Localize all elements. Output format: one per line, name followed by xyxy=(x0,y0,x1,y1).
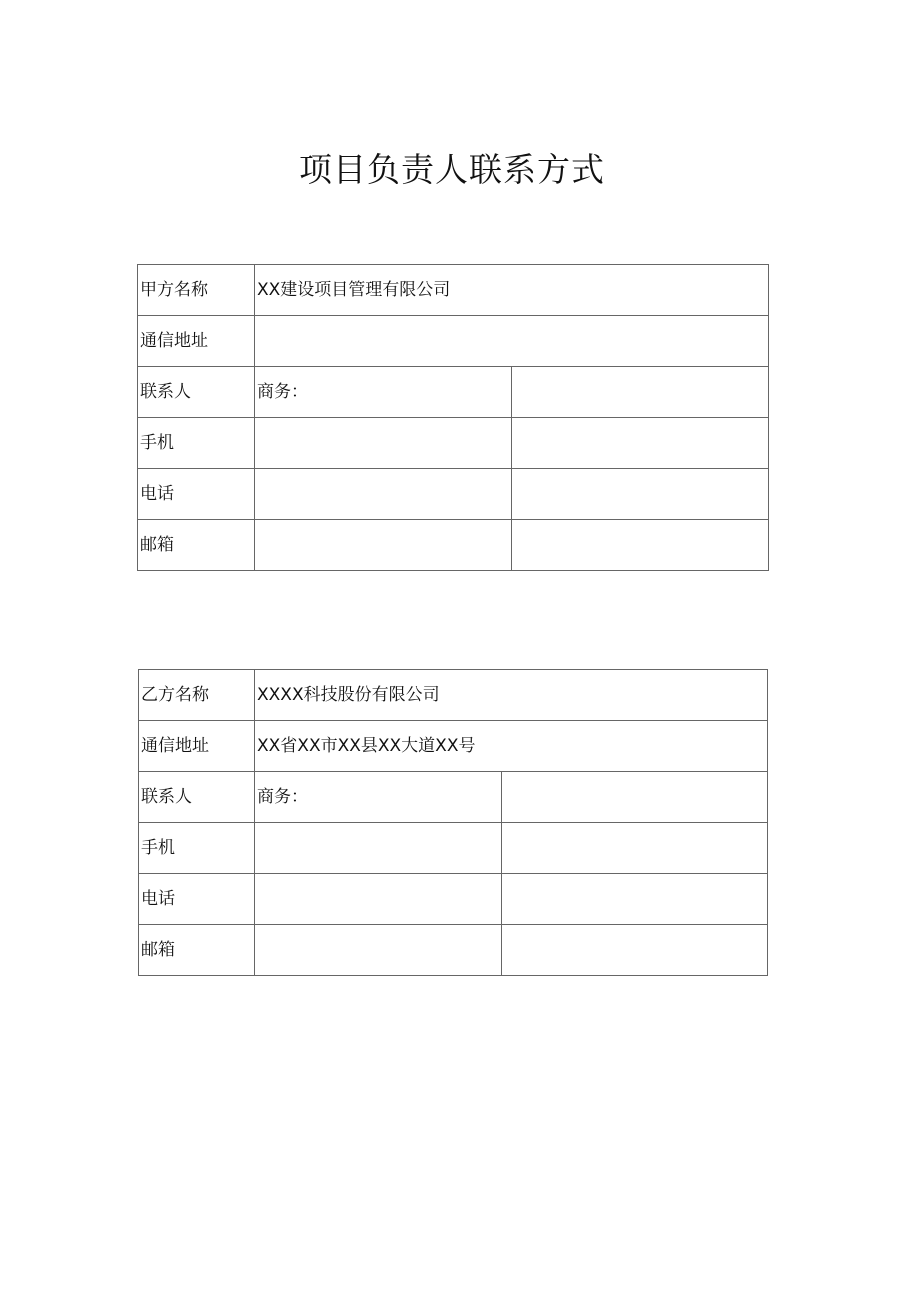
party-a-contact-table xyxy=(137,264,769,571)
table-row xyxy=(139,823,768,874)
party-b-name-value: XXXX科技股份有限公司 xyxy=(255,670,768,721)
party-b-business-label: 商务： xyxy=(255,772,502,823)
party-a-address-label: 通信地址 xyxy=(138,316,255,367)
party-b-phone-cell-2 xyxy=(502,874,768,925)
table-row xyxy=(139,670,768,721)
party-a-mobile-cell-1 xyxy=(255,418,512,469)
party-a-name-label: 甲方名称 xyxy=(138,265,255,316)
table-row xyxy=(138,265,769,316)
party-a-name-value: XX建设项目管理有限公司 xyxy=(255,265,769,316)
table-row xyxy=(139,874,768,925)
party-a-email-cell-1 xyxy=(255,520,512,571)
party-b-mobile-cell-1 xyxy=(255,823,502,874)
party-a-phone-cell-1 xyxy=(255,469,512,520)
party-b-email-label: 邮箱 xyxy=(139,925,255,976)
party-a-email-cell-2 xyxy=(512,520,769,571)
page-title: 项目负责人联系方式 xyxy=(299,150,605,189)
table-row xyxy=(139,772,768,823)
party-b-contact-cell xyxy=(502,772,768,823)
table-row xyxy=(139,925,768,976)
party-b-contact-label: 联系人 xyxy=(139,772,255,823)
party-a-mobile-label: 手机 xyxy=(138,418,255,469)
party-a-phone-label: 电话 xyxy=(138,469,255,520)
party-b-address-value: XX省XX市XX县XX大道XX号 xyxy=(255,721,768,772)
table-row xyxy=(138,418,769,469)
party-a-email-label: 邮箱 xyxy=(138,520,255,571)
party-b-email-cell-1 xyxy=(255,925,502,976)
table-row xyxy=(138,520,769,571)
party-b-mobile-cell-2 xyxy=(502,823,768,874)
table-row xyxy=(138,469,769,520)
party-a-contact-cell xyxy=(512,367,769,418)
party-a-phone-cell-2 xyxy=(512,469,769,520)
table-row xyxy=(139,721,768,772)
party-b-phone-cell-1 xyxy=(255,874,502,925)
party-a-address-value xyxy=(255,316,769,367)
party-a-contact-label: 联系人 xyxy=(138,367,255,418)
table-row xyxy=(138,316,769,367)
party-b-address-label: 通信地址 xyxy=(139,721,255,772)
party-a-business-label: 商务： xyxy=(255,367,512,418)
party-b-name-label: 乙方名称 xyxy=(139,670,255,721)
party-b-email-cell-2 xyxy=(502,925,768,976)
party-b-phone-label: 电话 xyxy=(139,874,255,925)
party-a-mobile-cell-2 xyxy=(512,418,769,469)
party-b-contact-table xyxy=(138,669,768,976)
party-b-mobile-label: 手机 xyxy=(139,823,255,874)
table-row xyxy=(138,367,769,418)
